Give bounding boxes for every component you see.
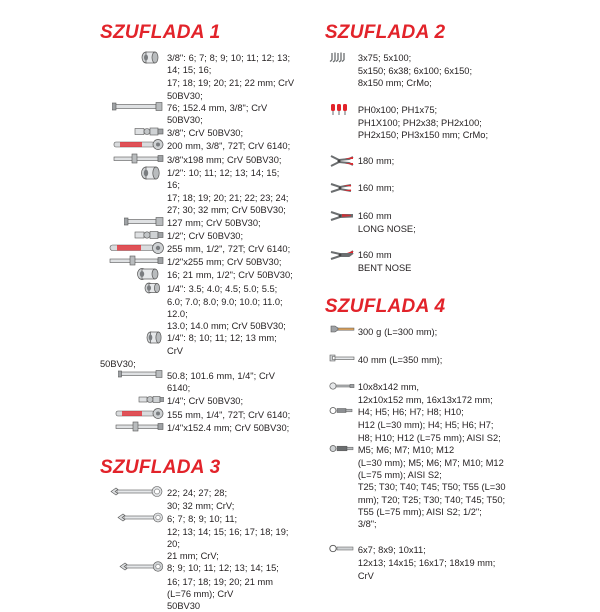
list-item-text-cont: T55 (L=75 mm); AISI S2; 1/2"; [357,506,482,517]
list-item-text: 40 mm (L=350 mm); [357,354,443,365]
item-spacer [325,530,582,544]
sliding-t-bar-icon [100,154,164,166]
list-item-text-cont: H12 (L=30 mm); H4; H5; H6; H7; [357,420,494,431]
item-spacer [325,141,582,155]
universal-joint-icon [100,127,164,139]
list-item [100,283,295,295]
item-spacer [325,340,582,354]
list-item-text: 1/4"; CrV 50BV30; [167,396,244,407]
socket-long-icon [100,167,164,179]
socket-short-icon [100,52,164,64]
list-item-text-cont: (L=30 mm); M5; M6; M7; M10; M12 [357,458,504,469]
list-item-text-cont: T25; T30; T40; T45; T50; T55 (L=30 [357,482,506,493]
list-item [100,562,295,574]
list-item-text: 10x8x142 mm, [357,381,420,392]
list-item-text-cont: 12; 13; 14; 15; 16; 17; 18; 19; 20; [167,526,289,549]
list-item-text-cont: 17; 18; 19; 20; 21; 22; 23; 24; [167,193,289,204]
list-item-text: 8; 9; 10; 11; 12; 13; 14; 15; [167,563,279,574]
list-item-text-cont: 8x150 mm; CrMo; [357,78,432,89]
list-item-text-cont: 5x150; 6x38; 6x100; 6x150; [357,66,473,77]
section-title-szuflada-1: SZUFLADA 1 [100,22,221,43]
list-item-text-cont: 17; 18; 19; 20; 21; 22 mm; CrV 50BV30; [167,78,295,101]
list-item [325,52,582,64]
deep-socket-icon [100,332,164,344]
list-item-text: 160 mm [357,210,392,221]
list-item-text: H4; H5; H6; H7; H8; H10; [357,407,464,418]
bits-hex-icon [325,406,355,418]
extension-bar-quarter-icon [100,370,164,382]
list-item [325,381,582,393]
list-item-text: 1/4": 8; 10; 11; 12; 13 mm; CrV [167,333,277,356]
pliers-cutting-icon [325,182,355,194]
list-item [100,127,295,139]
list-item [325,104,582,116]
list-item-text: 200 mm, 3/8", 72T; CrV 6140; [167,141,291,152]
combination-wrench-icon [100,487,164,499]
extension-bar-icon [100,102,164,114]
right-column [307,22,582,590]
list-item-text: 16; 21 mm, 1/2"; CrV 50BV30; [167,270,293,281]
list-item [100,230,295,242]
list-item-text: 180 mm; [357,156,395,167]
left-column [18,22,295,611]
list-item-text-cont: 16; 17; 18; 19; 20; 21 mm (L=76 mm); CrV [167,576,273,599]
section-spacer [325,274,582,296]
list-item-text: 76; 152.4 mm, 3/8"; CrV 50BV30; [167,102,268,126]
list-item-text: 1/4"x152.4 mm; CrV 50BV30; [167,422,290,433]
list-item [325,182,582,194]
list-item-text: 1/2"x255 mm; CrV 50BV30; [167,257,282,268]
list-item [100,513,295,525]
section-title-szuflada-3: SZUFLADA 3 [100,457,221,479]
list-item [325,354,582,366]
list-item-text: 3x75; 5x100; [357,53,412,63]
list-item-text-cont: 21 mm; CrV; [167,551,219,562]
list-item-text: 6x7; 8x9; 10x11; [357,545,426,556]
list-item-text: PH0x100; PH1x75; [357,104,438,115]
list-item [325,444,582,456]
item-spacer [325,168,582,182]
list-item-text-cont: CrV [357,570,374,581]
list-item [100,167,295,191]
pliers-long-nose-icon [325,210,355,222]
list-item-text-cont: 12x10x152 mm, 16x13x172 mm; [357,395,493,406]
list-item-text: 3/8"; CrV 50BV30; [167,128,244,139]
item-spacer [325,235,582,249]
list-item-text-cont: 3/8"; [357,519,377,530]
list-item-text-cont: BENT NOSE [357,263,412,274]
list-item-text-cont: 30; 32 mm; CrV; [167,501,235,512]
list-item [100,370,295,394]
list-item-text-cont: (L=75 mm); AISI S2; [357,470,442,481]
screwdriver-flat-icon [325,381,355,393]
item-spacer [325,367,582,381]
list-item-text: 160 mm [357,250,392,261]
ratchet-handle2-icon [100,243,164,255]
hammer-icon [325,326,355,338]
pliers-combination-icon [325,155,355,167]
list-item [100,269,295,281]
list-item-text: 155 mm, 1/4", 72T; CrV 6140; [167,409,291,420]
universal-joint3-icon [100,395,164,407]
list-item [100,217,295,229]
list-item-text-cont: 50BV30; [100,358,136,369]
screwdriver-set-icon [325,104,355,116]
list-item-text-cont: 50BV30 [167,600,201,611]
list-item-text: 160 mm; [357,183,395,194]
list-item [325,406,582,418]
list-item [100,487,295,499]
universal-joint2-icon [100,230,164,242]
list-item-text-cont: PH1X100; PH2x38; PH2x100; [357,117,482,128]
section-spacer [100,435,295,457]
list-item-text-cont: 13.0; 14.0 mm; CrV 50BV30; [167,321,286,332]
list-item [325,210,582,222]
list-item-text-cont: LONG NOSE; [357,223,416,234]
list-item [100,395,295,407]
list-item-text: 3/8": 6; 7; 8; 9; 10; 11; 12; 13; 14; 15; 16; [167,53,291,76]
list-item-text: 300 g (L=300 mm); [357,327,438,338]
list-item [100,140,295,152]
spark-plug-socket-icon [100,269,164,281]
section-title-szuflada-2: SZUFLADA 2 [324,22,446,43]
list-item [325,326,582,338]
list-item-text-cont: 12x13; 14x15; 16x17; 18x19 mm; [357,558,496,569]
list-item [325,249,582,261]
list-item-text-cont: PH2x150; PH3x150 mm; CrMo; [357,130,489,141]
list-item-text: 3/8"x198 mm; CrV 50BV30; [167,154,282,165]
pliers-bent-nose-icon [325,249,355,261]
section-title-szuflada-4: SZUFLADA 4 [324,296,446,318]
list-item-text: 1/2"; CrV 50BV30; [167,230,244,241]
combination-wrench2-icon [100,513,164,525]
list-item-text: 1/2": 10; 11; 12; 13; 14; 15; 16; [167,167,280,191]
list-item-text-cont: 6.0; 7.0; 8.0; 9.0; 10.0; 11.0; 12.0; [167,296,283,320]
list-item-text: 50.8; 101.6 mm, 1/4"; CrV 6140; [167,371,275,394]
socket-bit-adapter-icon [325,544,355,556]
item-spacer [325,90,582,104]
list-item [325,155,582,167]
list-item [100,154,295,166]
list-item-text: 6; 7; 8; 9; 10; 11; [167,513,238,524]
list-item [100,422,295,434]
list-item-text: M5; M6; M7; M10; M12 [357,444,455,455]
item-spacer [325,196,582,210]
adjustable-wrench-icon [325,354,355,366]
extension-bar-long-icon [100,217,164,229]
ratchet-handle-icon [100,140,164,152]
list-item-text: 255 mm, 1/2", 72T; CrV 6140; [167,244,291,255]
sliding-t-bar2-icon [100,256,164,268]
hex-key-set-icon [325,52,355,64]
list-item-text: 22; 24; 27; 28; [167,488,228,499]
sliding-t-bar3-icon [100,422,164,434]
ratchet-handle3-icon [100,409,164,421]
bits-torx-icon [325,444,355,456]
list-item [325,544,582,556]
list-item-text: 1/4": 3.5; 4.0; 4.5; 5.0; 5.5; [167,283,278,294]
list-item [100,102,295,126]
list-item [100,256,295,268]
list-item-text-cont: 27; 30; 32 mm; CrV 50BV30; [167,205,286,216]
list-item-text-cont: H8; H10; H12 (L=75 mm); AISI S2; [357,432,501,443]
list-item [100,409,295,421]
list-item [100,332,295,356]
ratchet-wrench-icon [100,562,164,574]
list-item [100,243,295,255]
list-item-text-cont: mm); T20; T25; T30; T40; T45; T50; [357,494,506,505]
socket-set-quarter-icon [100,283,164,295]
list-item-text: 127 mm; CrV 50BV30; [167,217,261,228]
list-item [100,52,295,76]
